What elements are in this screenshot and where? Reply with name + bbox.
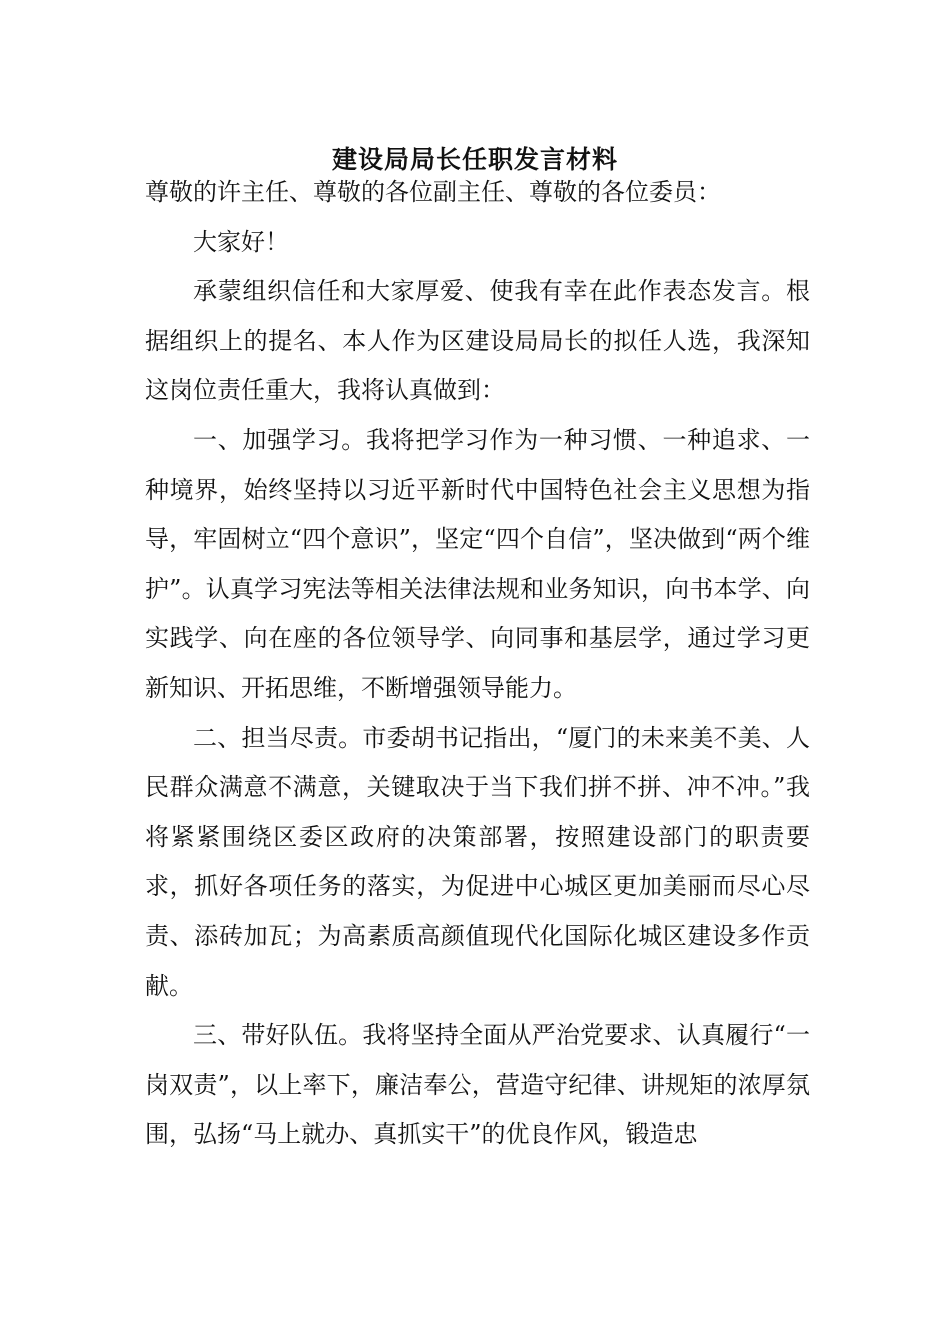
- paragraph-team: 三、带好队伍。我将坚持全面从严治党要求、认真履行“一岗双责”，以上率下，廉洁奉公，营造守纪律、讲规矩的浓厚氛围，弘扬“马上就办、真抓实干”的优良作风，锻造忠: [145, 1021, 810, 1149]
- paragraph-intro: 承蒙组织信任和大家厚爱、使我有幸在此作表态发言。根据组织上的提名、本人作为区建设局局长的拟任人选，我深知这岗位责任重大，我将认真做到：: [145, 277, 810, 405]
- document-body: [145, 168, 810, 1160]
- paragraph-responsibility: 二、担当尽责。市委胡书记指出，“厦门的未来美不美、人民群众满意不满意，关键取决于当下我们拼不拼、冲不冲。”我将紧紧围绕区委区政府的决策部署，按照建设部门的职责要求，抓好各项任务的落实，为促进中心城区更加美丽而尽心尽责、添砖加瓦；为高素质高颜值现代化国际化城区建设多作贡献。: [145, 723, 810, 1000]
- salutation: 尊敬的许主任、尊敬的各位副主任、尊敬的各位委员：: [145, 178, 721, 206]
- paragraph-study: 一、加强学习。我将把学习作为一种习惯、一种追求、一种境界，始终坚持以习近平新时代中国特色社会主义思想为指导，牢固树立“四个意识”，坚定“四个自信”，坚决做到“两个维护”。认真学习宪法等相关法律法规和业务知识，向书本学、向实践学、向在座的各位领导学、向同事和基层学，通过学习更新知识、开拓思维，不断增强领导能力。: [145, 425, 810, 702]
- document-title: 建设局局长任职发言材料: [331, 145, 618, 174]
- greeting: 大家好！: [193, 227, 289, 256]
